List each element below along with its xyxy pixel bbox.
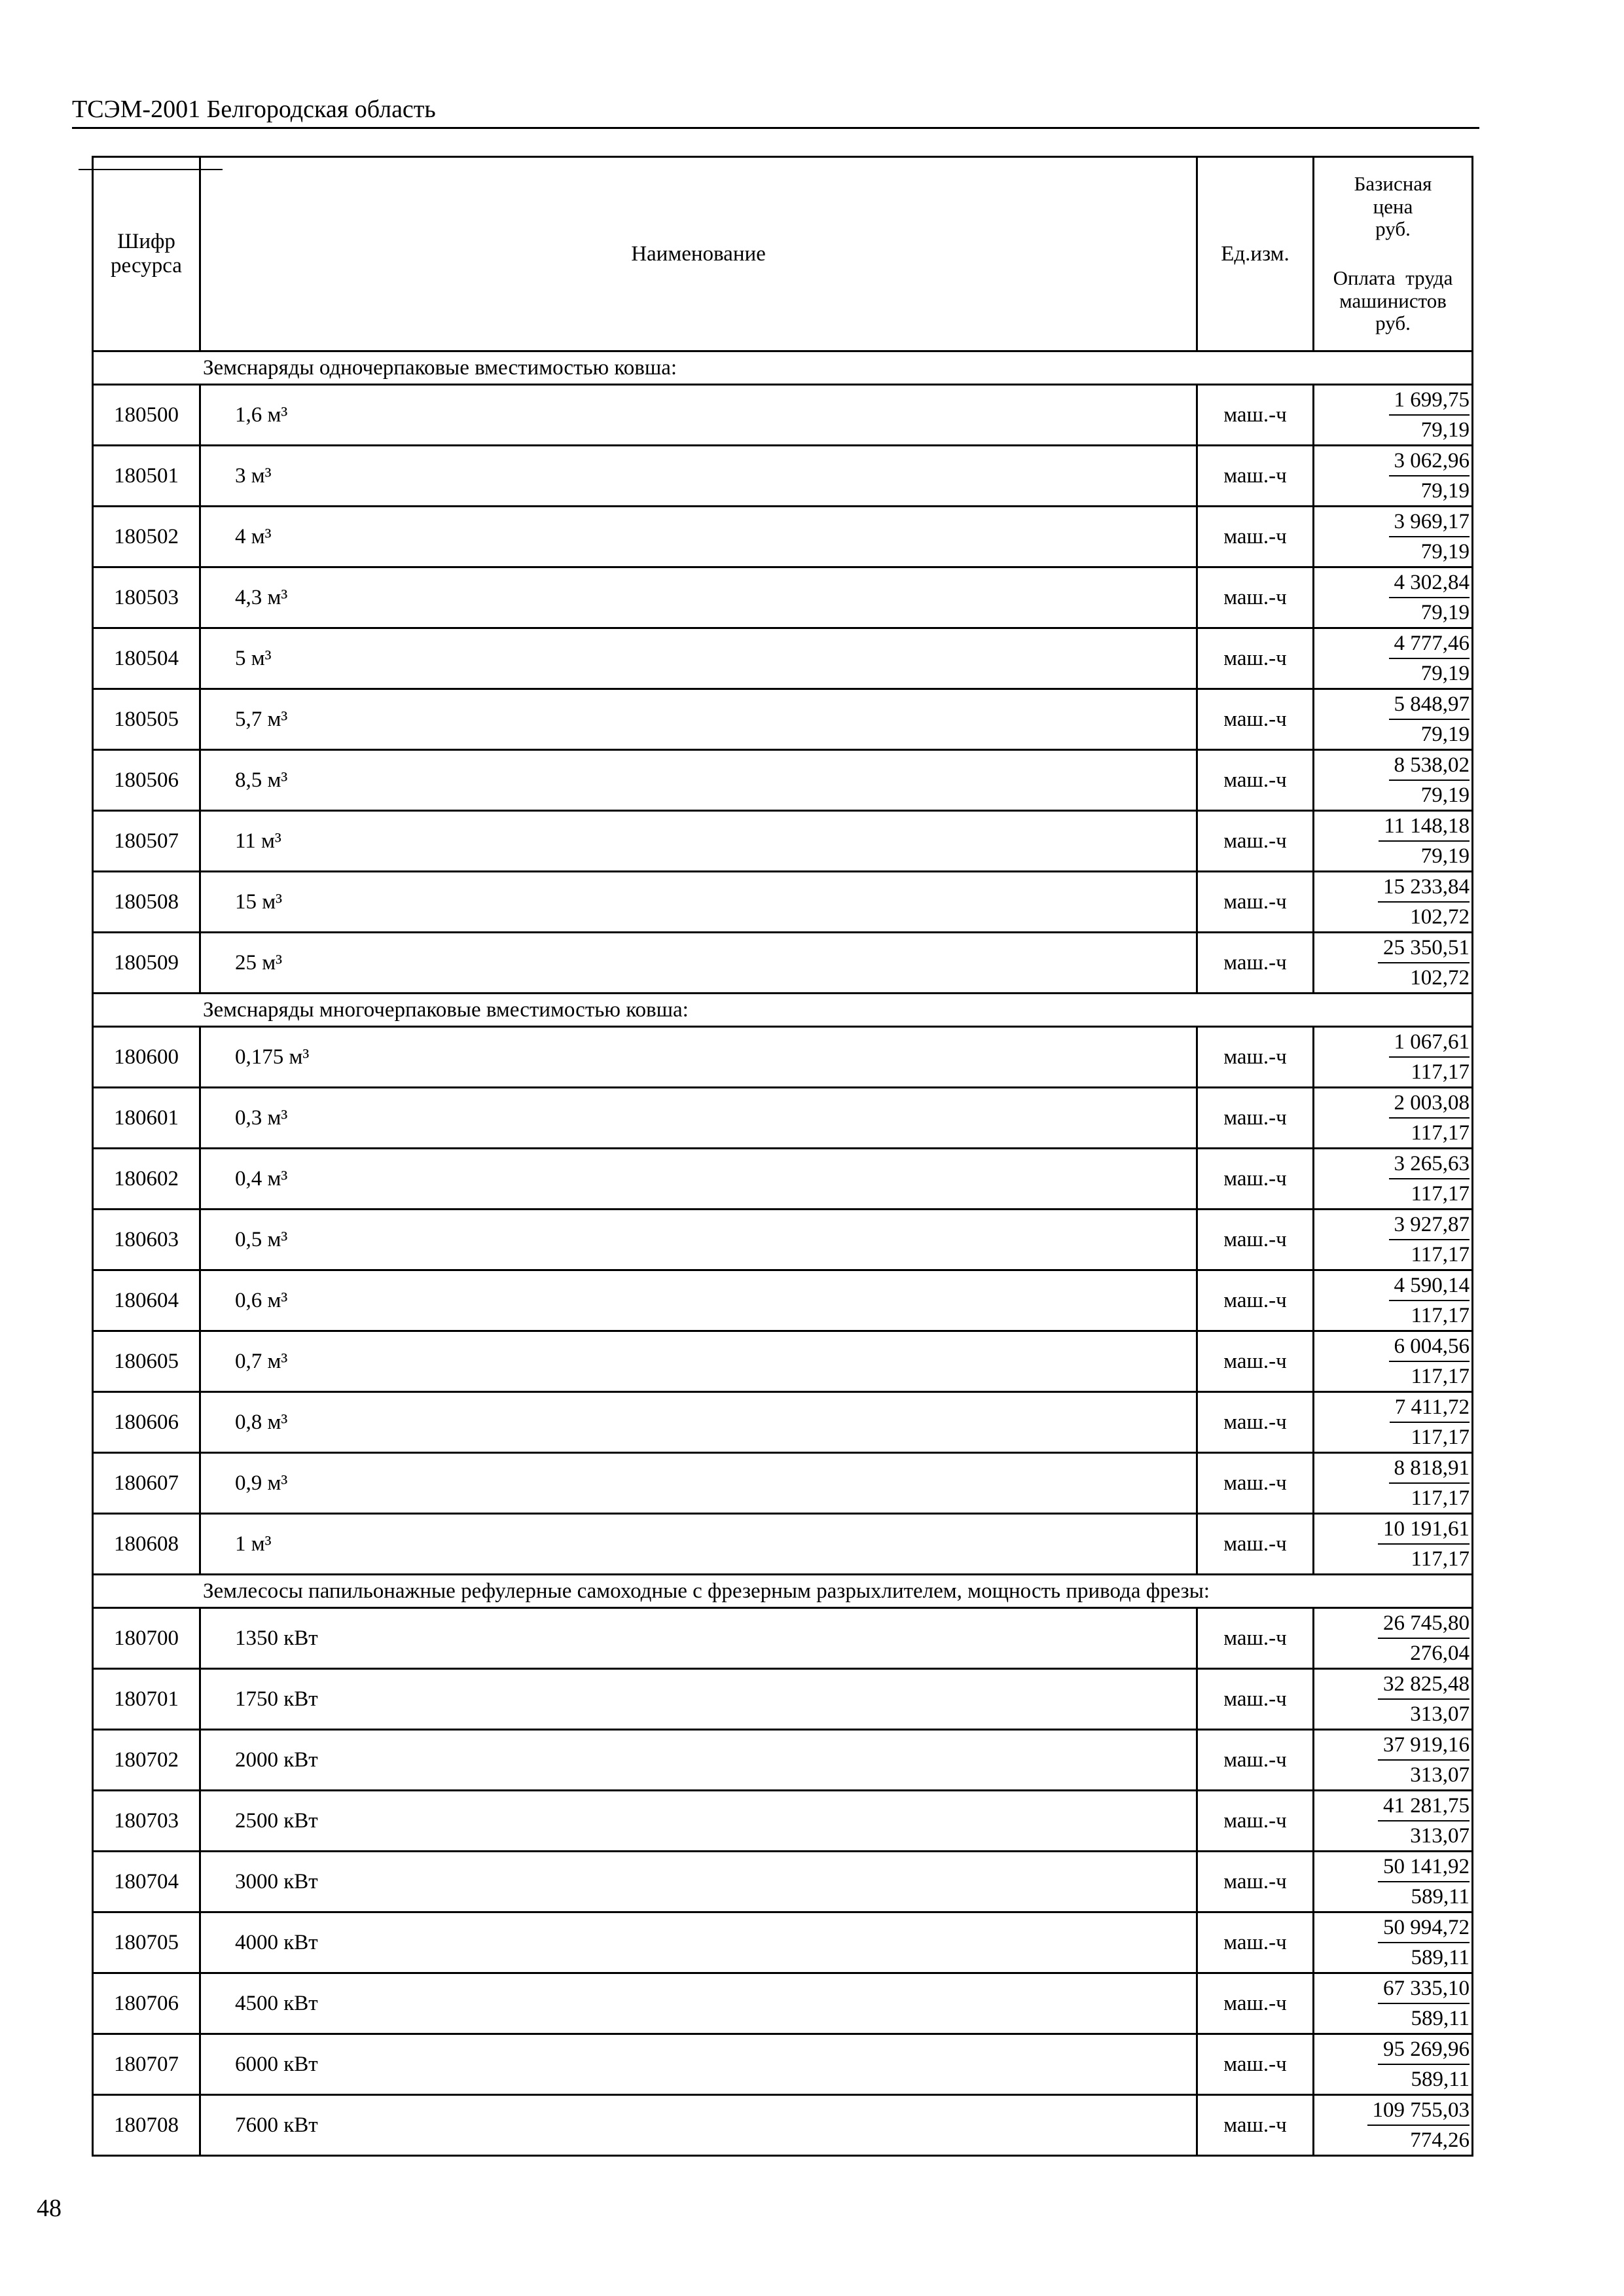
resource-code: 180501 (93, 446, 200, 507)
operator-labor-cost: 79,19 (1420, 479, 1470, 503)
resource-code: 180605 (93, 1331, 200, 1392)
table-row (93, 1791, 1473, 1852)
resource-code: 180703 (93, 1791, 200, 1852)
header-price-line1: Базисная (1354, 171, 1432, 195)
operator-labor-cost: 79,19 (1420, 783, 1470, 807)
resource-name: 0,7 м³ (200, 1331, 1197, 1392)
base-price: 3 062,96 (1389, 446, 1470, 476)
unit-cell: маш.-ч (1197, 628, 1314, 689)
operator-labor-cost: 79,19 (1420, 601, 1470, 624)
resource-code: 180707 (93, 2034, 200, 2095)
base-price: 95 269,96 (1378, 2035, 1470, 2065)
table-row (93, 1210, 1473, 1270)
unit-cell: маш.-ч (1197, 385, 1314, 446)
base-price: 50 141,92 (1378, 1852, 1470, 1882)
base-price: 2 003,08 (1389, 1088, 1470, 1119)
table-row (93, 1270, 1473, 1331)
price-cell (1314, 1453, 1473, 1514)
table-row (93, 1514, 1473, 1575)
price-cell (1314, 385, 1473, 446)
price-cell (1314, 1791, 1473, 1852)
unit-cell: маш.-ч (1197, 811, 1314, 872)
operator-labor-cost: 117,17 (1411, 1304, 1470, 1327)
resource-name: 4,3 м³ (200, 567, 1197, 628)
operator-labor-cost: 774,26 (1410, 2128, 1470, 2152)
base-price: 8 538,02 (1389, 751, 1470, 781)
resource-code: 180506 (93, 750, 200, 811)
base-price: 4 590,14 (1389, 1271, 1470, 1301)
table-row (93, 446, 1473, 507)
resource-code: 180500 (93, 385, 200, 446)
operator-labor-cost: 117,17 (1411, 1182, 1470, 1206)
operator-labor-cost: 117,17 (1411, 1060, 1470, 1084)
base-price: 11 148,18 (1379, 812, 1470, 842)
resource-code: 180607 (93, 1453, 200, 1514)
resource-code: 180600 (93, 1027, 200, 1088)
unit-cell: маш.-ч (1197, 1392, 1314, 1453)
base-price: 1 067,61 (1389, 1028, 1470, 1058)
base-price: 8 818,91 (1389, 1454, 1470, 1484)
price-cell (1314, 507, 1473, 567)
resource-code: 180601 (93, 1088, 200, 1149)
table-row (93, 933, 1473, 994)
price-cell (1314, 628, 1473, 689)
resource-name: 8,5 м³ (200, 750, 1197, 811)
unit-cell: маш.-ч (1197, 1514, 1314, 1575)
resource-name: 1,6 м³ (200, 385, 1197, 446)
base-price: 67 335,10 (1378, 1974, 1470, 2004)
price-cell (1314, 872, 1473, 933)
header-price-line2: цена (1373, 194, 1413, 218)
resource-name: 1350 кВт (200, 1608, 1197, 1669)
header-labor-line1: Оплата труда (1333, 266, 1453, 289)
unit-cell: маш.-ч (1197, 1270, 1314, 1331)
table-row (93, 1912, 1473, 1973)
group-header-row (93, 351, 1473, 385)
unit-cell: маш.-ч (1197, 1912, 1314, 1973)
table-row (93, 1852, 1473, 1912)
operator-labor-cost: 589,11 (1411, 2068, 1470, 2091)
operator-labor-cost: 79,19 (1420, 418, 1470, 442)
price-cell (1314, 1730, 1473, 1791)
resource-code: 180608 (93, 1514, 200, 1575)
base-price: 26 745,80 (1378, 1609, 1470, 1639)
operator-labor-cost: 102,72 (1410, 966, 1470, 990)
resource-name: 15 м³ (200, 872, 1197, 933)
operator-labor-cost: 79,19 (1420, 662, 1470, 685)
table-row (93, 1608, 1473, 1669)
resource-code: 180706 (93, 1973, 200, 2034)
operator-labor-cost: 117,17 (1411, 1121, 1470, 1145)
operator-labor-cost: 79,19 (1420, 723, 1470, 746)
base-price: 109 755,03 (1367, 2096, 1470, 2126)
header-unit: Ед.изм. (1197, 157, 1314, 351)
table-row (93, 1453, 1473, 1514)
header-labor-line2: машинистов (1339, 289, 1447, 312)
resource-code: 180507 (93, 811, 200, 872)
resource-name: 0,5 м³ (200, 1210, 1197, 1270)
resource-name: 6000 кВт (200, 2034, 1197, 2095)
price-cell (1314, 811, 1473, 872)
unit-cell: маш.-ч (1197, 689, 1314, 750)
table-row (93, 872, 1473, 933)
base-price: 5 848,97 (1389, 690, 1470, 720)
operator-labor-cost: 79,19 (1420, 540, 1470, 564)
group-title: Земснаряды многочерпаковые вместимостью ковша: (93, 994, 1473, 1027)
resource-price-table (92, 156, 1473, 2157)
resource-name: 3000 кВт (200, 1852, 1197, 1912)
unit-cell: маш.-ч (1197, 507, 1314, 567)
resource-name: 0,3 м³ (200, 1088, 1197, 1149)
unit-cell: маш.-ч (1197, 750, 1314, 811)
table-row (93, 2034, 1473, 2095)
base-price: 3 969,17 (1389, 507, 1470, 537)
price-cell (1314, 1149, 1473, 1210)
price-cell (1314, 689, 1473, 750)
group-title: Земснаряды одночерпаковые вместимостью ковша: (93, 351, 1473, 385)
header-price (1314, 157, 1473, 351)
price-cell (1314, 1270, 1473, 1331)
price-cell (1314, 446, 1473, 507)
resource-code: 180604 (93, 1270, 200, 1331)
resource-name: 4000 кВт (200, 1912, 1197, 1973)
resource-code: 180502 (93, 507, 200, 567)
operator-labor-cost: 313,07 (1410, 1763, 1470, 1787)
operator-labor-cost: 589,11 (1411, 2007, 1470, 2030)
table-row (93, 507, 1473, 567)
resource-code: 180503 (93, 567, 200, 628)
table-row (93, 1149, 1473, 1210)
table-row (93, 811, 1473, 872)
header-name: Наименование (200, 157, 1197, 351)
document-header-title: ТСЭМ-2001 Белгородская область (72, 96, 436, 123)
resource-name: 11 м³ (200, 811, 1197, 872)
resource-name: 2500 кВт (200, 1791, 1197, 1852)
unit-cell: маш.-ч (1197, 872, 1314, 933)
table-row (93, 1331, 1473, 1392)
table-row (93, 2095, 1473, 2156)
table-row (93, 1392, 1473, 1453)
operator-labor-cost: 117,17 (1411, 1365, 1470, 1388)
unit-cell: маш.-ч (1197, 2034, 1314, 2095)
resource-name: 1 м³ (200, 1514, 1197, 1575)
price-cell (1314, 2095, 1473, 2156)
resource-code: 180708 (93, 2095, 200, 2156)
table-row (93, 1669, 1473, 1730)
price-cell (1314, 1669, 1473, 1730)
base-price: 10 191,61 (1378, 1515, 1470, 1545)
price-cell (1314, 1210, 1473, 1270)
operator-labor-cost: 313,07 (1410, 1702, 1470, 1726)
table-row (93, 750, 1473, 811)
base-price: 37 919,16 (1378, 1731, 1470, 1761)
table-row (93, 1088, 1473, 1149)
resource-code: 180701 (93, 1669, 200, 1730)
base-price: 7 411,72 (1390, 1393, 1470, 1423)
resource-name: 5,7 м³ (200, 689, 1197, 750)
group-header-row (93, 1575, 1473, 1608)
price-cell (1314, 1027, 1473, 1088)
resource-code: 180704 (93, 1852, 200, 1912)
resource-code: 180700 (93, 1608, 200, 1669)
operator-labor-cost: 313,07 (1410, 1824, 1470, 1848)
resource-code: 180509 (93, 933, 200, 994)
unit-cell: маш.-ч (1197, 2095, 1314, 2156)
resource-name: 2000 кВт (200, 1730, 1197, 1791)
price-cell (1314, 1608, 1473, 1669)
price-cell (1314, 1088, 1473, 1149)
resource-name: 0,175 м³ (200, 1027, 1197, 1088)
base-price: 3 265,63 (1389, 1149, 1470, 1179)
base-price: 6 004,56 (1389, 1332, 1470, 1362)
resource-name: 4500 кВт (200, 1973, 1197, 2034)
operator-labor-cost: 117,17 (1411, 1547, 1470, 1571)
resource-name: 1750 кВт (200, 1669, 1197, 1730)
resource-code: 180505 (93, 689, 200, 750)
operator-labor-cost: 79,19 (1420, 844, 1470, 868)
table-row (93, 628, 1473, 689)
base-price: 4 777,46 (1389, 629, 1470, 659)
unit-cell: маш.-ч (1197, 1791, 1314, 1852)
price-cell (1314, 750, 1473, 811)
table-row (93, 385, 1473, 446)
unit-cell: маш.-ч (1197, 1027, 1314, 1088)
resource-name: 4 м³ (200, 507, 1197, 567)
resource-code: 180606 (93, 1392, 200, 1453)
base-price: 25 350,51 (1378, 933, 1470, 963)
header-rule (72, 127, 1479, 129)
resource-code: 180603 (93, 1210, 200, 1270)
price-cell (1314, 1331, 1473, 1392)
resource-name: 0,6 м³ (200, 1270, 1197, 1331)
operator-labor-cost: 117,17 (1411, 1426, 1470, 1449)
table-header-row (93, 157, 1473, 351)
table-row (93, 1730, 1473, 1791)
unit-cell: маш.-ч (1197, 933, 1314, 994)
header-price-line3: руб. (1375, 217, 1411, 241)
price-cell (1314, 1852, 1473, 1912)
unit-cell: маш.-ч (1197, 1149, 1314, 1210)
unit-cell: маш.-ч (1197, 1669, 1314, 1730)
resource-code: 180508 (93, 872, 200, 933)
operator-labor-cost: 102,72 (1410, 905, 1470, 929)
unit-cell: маш.-ч (1197, 567, 1314, 628)
header-code: Шифр ресурса (93, 157, 200, 351)
operator-labor-cost: 589,11 (1411, 1885, 1470, 1909)
operator-labor-cost: 117,17 (1411, 1243, 1470, 1266)
table-row (93, 1973, 1473, 2034)
table-row (93, 1027, 1473, 1088)
base-price: 32 825,48 (1378, 1670, 1470, 1700)
price-cell (1314, 1392, 1473, 1453)
price-cell (1314, 567, 1473, 628)
group-header-row (93, 994, 1473, 1027)
price-cell (1314, 933, 1473, 994)
base-price: 15 233,84 (1378, 872, 1470, 903)
unit-cell: маш.-ч (1197, 1453, 1314, 1514)
base-price: 50 994,72 (1378, 1913, 1470, 1943)
resource-code: 180702 (93, 1730, 200, 1791)
price-cell (1314, 1912, 1473, 1973)
resource-name: 25 м³ (200, 933, 1197, 994)
unit-cell: маш.-ч (1197, 1088, 1314, 1149)
base-price: 4 302,84 (1389, 568, 1470, 598)
unit-cell: маш.-ч (1197, 1730, 1314, 1791)
unit-cell: маш.-ч (1197, 446, 1314, 507)
resource-name: 5 м³ (200, 628, 1197, 689)
resource-name: 0,8 м³ (200, 1392, 1197, 1453)
unit-cell: маш.-ч (1197, 1331, 1314, 1392)
resource-code: 180602 (93, 1149, 200, 1210)
unit-cell: маш.-ч (1197, 1608, 1314, 1669)
resource-name: 0,4 м³ (200, 1149, 1197, 1210)
page-number: 48 (37, 2195, 62, 2222)
operator-labor-cost: 276,04 (1410, 1641, 1470, 1665)
operator-labor-cost: 589,11 (1411, 1946, 1470, 1969)
base-price: 3 927,87 (1389, 1210, 1470, 1240)
resource-code: 180504 (93, 628, 200, 689)
operator-labor-cost: 117,17 (1411, 1486, 1470, 1510)
unit-cell: маш.-ч (1197, 1973, 1314, 2034)
unit-cell: маш.-ч (1197, 1210, 1314, 1270)
base-price: 41 281,75 (1378, 1791, 1470, 1821)
resource-name: 7600 кВт (200, 2095, 1197, 2156)
resource-name: 3 м³ (200, 446, 1197, 507)
table-row (93, 689, 1473, 750)
price-cell (1314, 1973, 1473, 2034)
price-cell (1314, 1514, 1473, 1575)
group-title: Землесосы папильонажные рефулерные самоходные с фрезерным разрыхлителем, мощность привода фрезы: (93, 1575, 1473, 1608)
resource-code: 180705 (93, 1912, 200, 1973)
header-labor-line3: руб. (1375, 312, 1411, 335)
unit-cell: маш.-ч (1197, 1852, 1314, 1912)
price-cell (1314, 2034, 1473, 2095)
resource-name: 0,9 м³ (200, 1453, 1197, 1514)
base-price: 1 699,75 (1389, 386, 1470, 416)
table-row (93, 567, 1473, 628)
